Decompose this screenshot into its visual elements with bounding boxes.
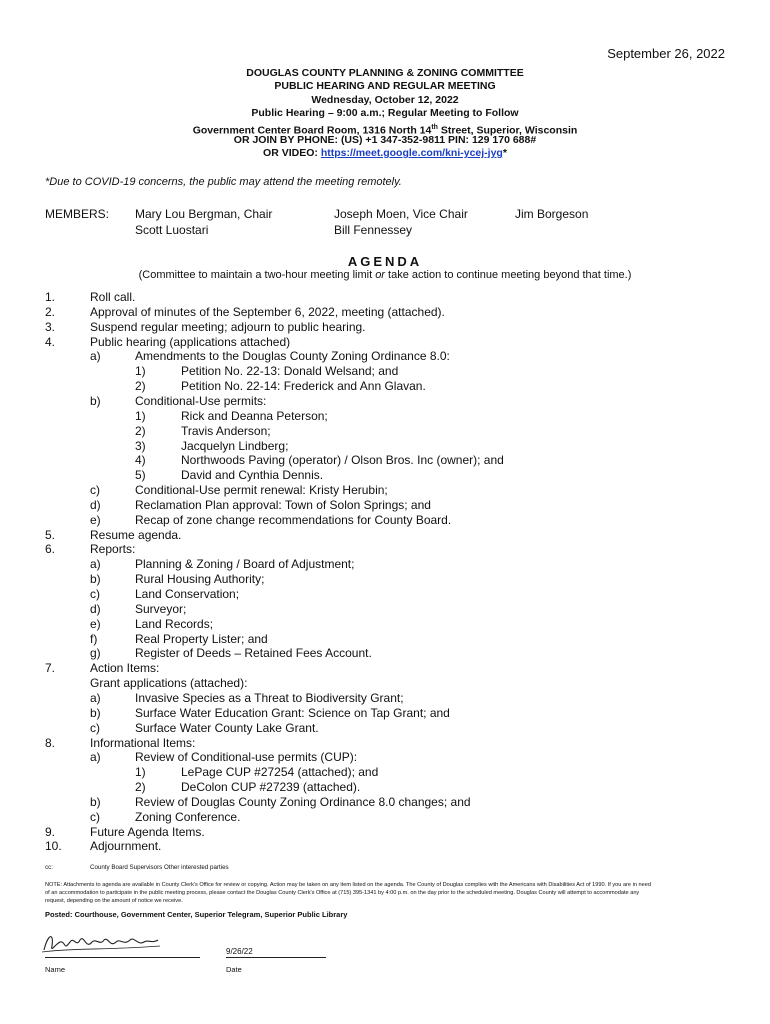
agenda-item-text: Travis Anderson; [181, 423, 271, 438]
committee-title: DOUGLAS COUNTY PLANNING & ZONING COMMITTEE [246, 67, 524, 79]
name-label: Name [45, 965, 66, 974]
agenda-item-number: a) [90, 690, 101, 705]
agenda-item-number: 2) [135, 379, 146, 394]
signature-date-value: 9/26/22 [226, 947, 253, 956]
agenda-item-number: 2) [135, 423, 146, 438]
member-fennessey: Bill Fennessey [334, 223, 413, 237]
agenda-item-text: Roll call. [90, 290, 136, 304]
cc-recipients: County Board Supervisors Other interested parties [90, 864, 229, 871]
date-signature-line [226, 957, 326, 958]
agenda-item-text: Conditional-Use permits: [135, 393, 267, 408]
location-text-end: Street, Superior, Wisconsin [437, 124, 578, 137]
agenda-item-text: Surveyor; [135, 601, 187, 616]
location-text: Government Center Board Room, 1316 North 14 [192, 124, 432, 137]
agenda-item-number: 6. [45, 542, 56, 557]
agenda-item-number: 1) [135, 765, 146, 780]
agenda-item-number: 8. [45, 735, 56, 750]
video-label: OR VIDEO: [263, 147, 321, 159]
agenda-item-text: Conditional-Use permit renewal: Kristy Herubin; [135, 483, 388, 498]
agenda-item-number: 2. [45, 304, 56, 319]
agenda-item-text: Jacquelyn Lindberg; [181, 438, 289, 453]
meeting-times: Public Hearing – 9:00 a.m.; Regular Meeting to Follow [251, 107, 519, 119]
agenda-item-text: Suspend regular meeting; adjourn to public hearing. [90, 319, 366, 334]
agenda-title: AGENDA [347, 254, 423, 269]
meeting-date: Wednesday, October 12, 2022 [311, 94, 459, 106]
agenda-item-number: b) [90, 572, 101, 587]
agenda-item-number: c) [90, 483, 100, 498]
agenda-item-text: Planning & Zoning / Board of Adjustment; [135, 557, 355, 572]
member-moen: Joseph Moen, Vice Chair [334, 207, 468, 221]
agenda-item-text: Real Property Lister; and [135, 631, 268, 646]
name-signature-line [45, 957, 200, 958]
agenda-item-number: 10. [45, 839, 62, 854]
agenda-item-number: a) [90, 349, 101, 364]
covid-note: *Due to COVID-19 concerns, the public may attend the meeting remotely. [45, 176, 402, 188]
ordinal-suffix: th [431, 124, 438, 131]
member-luostari: Scott Luostari [135, 223, 209, 237]
date-label: Date [226, 965, 242, 974]
agenda-item-number: e) [90, 616, 101, 631]
agenda-item-text: Informational Items: [90, 735, 196, 750]
agenda-item-number: 5. [45, 527, 56, 542]
agenda-item-text: Review of Conditional-use permits (CUP): [135, 750, 358, 765]
agenda-item-number: d) [90, 497, 101, 512]
agenda-item-number: b) [90, 794, 101, 809]
agenda-item-text: Surface Water County Lake Grant. [135, 720, 319, 735]
agenda-item-number: e) [90, 512, 101, 527]
agenda-subtitle-end: take action to continue meeting beyond that time.) [384, 269, 632, 281]
agenda-item-number: d) [90, 601, 101, 616]
cc-label: cc: [45, 864, 53, 871]
agenda-item-number: b) [90, 705, 101, 720]
agenda-item-text: LePage CUP #27254 (attached); and [181, 765, 379, 780]
posted-locations: Posted: Courthouse, Government Center, Superior Telegram, Superior Public Library [45, 910, 348, 919]
video-join-info [0, 147, 770, 160]
agenda-item-number: c) [90, 720, 100, 735]
agenda-item-number: 1. [45, 290, 56, 304]
agenda-item-text: Petition No. 22-14: Frederick and Ann Glavan. [181, 379, 426, 394]
agenda-item-text: Zoning Conference. [135, 809, 241, 824]
agenda-item-text: DeColon CUP #27239 (attached). [181, 780, 361, 795]
agenda-item-number: b) [90, 393, 101, 408]
video-meeting-link[interactable]: https://meet.google.com/kni-ycej-jyg [320, 147, 503, 159]
agenda-item-text: Public hearing (applications attached) [90, 334, 291, 349]
agenda-item-number: 2) [135, 780, 146, 795]
agenda-item-number: 7. [45, 661, 56, 676]
agenda-item-text: Land Conservation; [135, 587, 240, 601]
agenda-item-text: Reclamation Plan approval: Town of Solon Springs; and [135, 497, 431, 512]
member-bergman: Mary Lou Bergman, Chair [135, 207, 273, 221]
agenda-item-text: Amendments to the Douglas County Zoning Ordinance 8.0: [135, 349, 450, 364]
phone-join-info: OR JOIN BY PHONE: (US) +1 347-352-9811 PIN: 129 170 688# [233, 134, 537, 146]
agenda-item-text: Recap of zone change recommendations for County Board. [135, 512, 452, 527]
agenda-item-number: c) [90, 587, 100, 601]
ada-note-line1: NOTE: Attachments to agenda are available in County Clerk's Office for review or copying. Action may be taken on any item listed on the agenda. The County of Douglas complies with the Americans with Disabilities Act of 1990. If you are in need [45, 882, 651, 888]
agenda-item-text: Invasive Species as a Threat to Biodiversity Grant; [135, 690, 404, 705]
agenda-item-text: David and Cynthia Dennis. [181, 468, 324, 483]
agenda-item-number: a) [90, 557, 101, 572]
agenda-item-text: Adjournment. [90, 839, 162, 854]
agenda-item-number: 4) [135, 453, 146, 468]
agenda-item-number: 1) [135, 408, 146, 423]
agenda-subtitle [0, 269, 770, 281]
agenda-item-text: Register of Deeds – Retained Fees Account. [135, 646, 372, 661]
agenda-item-text: Northwoods Paving (operator) / Olson Bros. Inc (owner); and [181, 453, 504, 468]
agenda-item-text: Approval of minutes of the September 6, 2022, meeting (attached). [90, 304, 445, 319]
agenda-item-number: 1) [135, 364, 146, 379]
meeting-type: PUBLIC HEARING AND REGULAR MEETING [274, 80, 496, 92]
ada-note-line2: of an accommodation to participate in the public meeting process, please contact the Douglas County Clerk's Office at (715) 395-1341 by 4:00 p.m. on the day prior to the scheduled meeting. Douglas County will attempt to accommodate any [45, 890, 640, 896]
agenda-item-number: 4. [45, 334, 56, 349]
agenda-item-text: Grant applications (attached): [90, 676, 248, 691]
agenda-item-text: Rural Housing Authority; [135, 572, 265, 587]
agenda-item-text: Reports: [90, 542, 136, 557]
agenda-item-text: Land Records; [135, 616, 214, 631]
video-asterisk: * [502, 147, 507, 159]
agenda-item-number: 5) [135, 468, 146, 483]
agenda-subtitle-text: (Committee to maintain a two-hour meeting limit [138, 269, 376, 281]
agenda-item-number: a) [90, 750, 101, 765]
document-date: September 26, 2022 [607, 46, 725, 61]
agenda-item-text: Resume agenda. [90, 527, 182, 542]
agenda-subtitle-or: or [375, 269, 385, 281]
agenda-item-text: Surface Water Education Grant: Science on Tap Grant; and [135, 705, 450, 720]
agenda-item-text: Petition No. 22-13: Donald Welsand; and [181, 364, 399, 379]
agenda-item-text: Action Items: [90, 661, 160, 676]
agenda-item-number: 3. [45, 319, 56, 334]
agenda-item-text: Review of Douglas County Zoning Ordinance 8.0 changes; and [135, 794, 471, 809]
agenda-item-number: f) [90, 631, 98, 646]
member-borgeson: Jim Borgeson [515, 207, 589, 221]
handwritten-signature [40, 928, 170, 958]
members-label: MEMBERS: [45, 207, 110, 221]
agenda-item-number: 9. [45, 824, 56, 839]
agenda-item-text: Future Agenda Items. [90, 824, 205, 839]
agenda-item-number: g) [90, 646, 101, 661]
agenda-item-text: Rick and Deanna Peterson; [181, 408, 328, 423]
ada-note-line3: request, depending on the amount of notice we receive. [45, 898, 183, 904]
agenda-item-number: 3) [135, 438, 146, 453]
agenda-item-number: c) [90, 809, 100, 824]
